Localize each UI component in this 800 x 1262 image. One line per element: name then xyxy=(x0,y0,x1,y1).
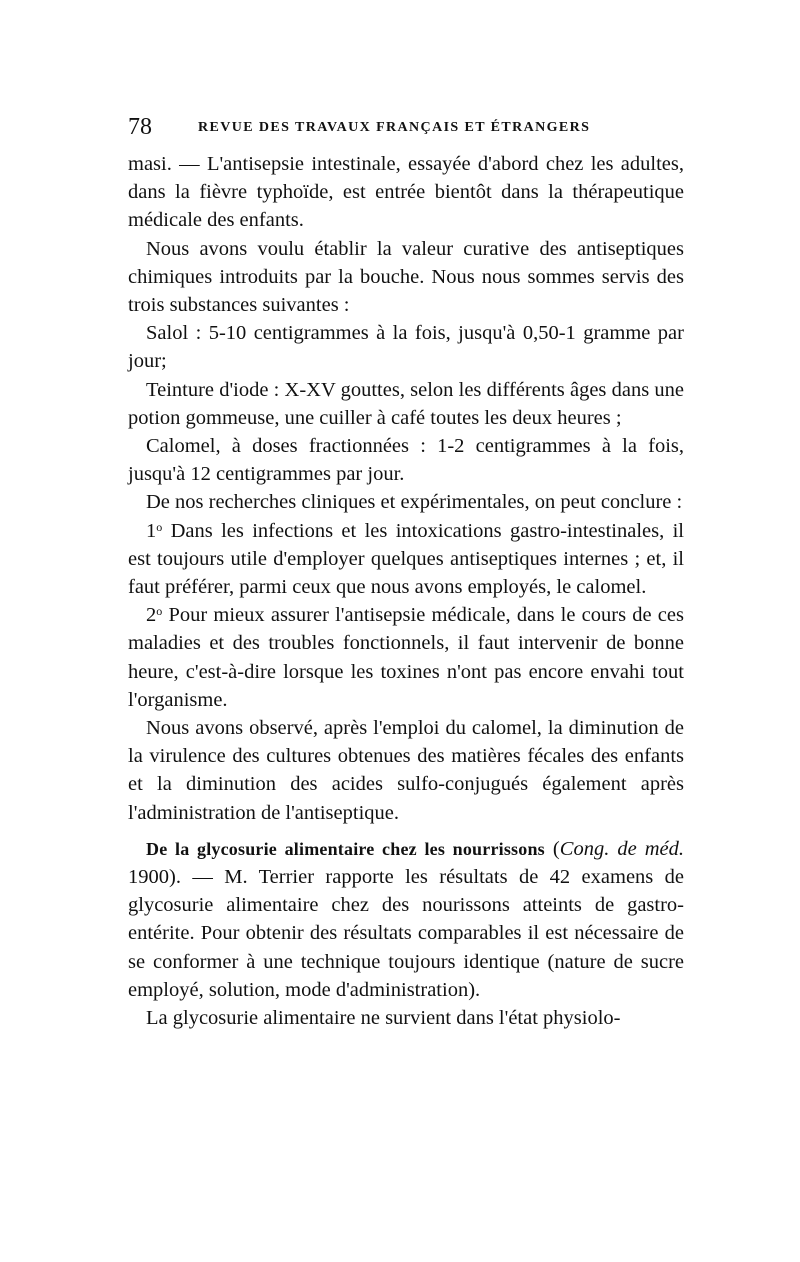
paragraph: Nous avons voulu établir la valeur curative des antiseptiques chimiques introduits par la bouche. Nous nous sommes servis des trois substances suivantes : xyxy=(128,237,684,317)
paragraph: Teinture d'iode : X-XV gouttes, selon les différents âges dans une potion gommeuse, une cuiller à café toutes les deux heures ; xyxy=(128,378,684,429)
section-title: De la glycosurie alimentaire chez les nourrissons xyxy=(146,838,545,859)
paragraph: De nos recherches cliniques et expérimentales, on peut conclure : xyxy=(146,491,683,514)
conclusion-number: 2 xyxy=(146,604,157,627)
conclusion-text: Pour mieux assurer l'antisepsie médicale, dans le cours de ces maladies et des troubles fonctionnels, il faut intervenir de bonne heure, c'est-à-dire lorsque les toxines n'ont pas encore envahi tout l'organisme. xyxy=(128,604,684,711)
numbered-conclusion xyxy=(128,601,684,714)
ordinal-mark: o xyxy=(156,604,163,619)
paragraph: Salol : 5-10 centigrammes à la fois, jusqu'à 0,50-1 gramme par jour; xyxy=(128,322,684,373)
running-head: REVUE DES TRAVAUX FRANÇAIS ET ÉTRANGERS xyxy=(198,120,591,135)
conclusion-text: Dans les infections et les intoxications gastro-intestinales, il est toujours utile d'employer quelques antiseptiques internes ; et, il faut préférer, parmi ceux que nous avons employés, le calomel. xyxy=(128,519,684,599)
page-header xyxy=(128,112,684,146)
paragraph: Nous avons observé, après l'emploi du calomel, la diminution de la virulence des cultures obtenues des matières fécales des enfants et la diminution des acides sulfo-conjugués également après l'administration de l'antiseptique. xyxy=(128,717,684,824)
section-source: Cong. de méd. xyxy=(559,837,685,860)
ordinal-mark: o xyxy=(156,519,163,534)
paragraph: Calomel, à doses fractionnées : 1-2 centigrammes à la fois, jusqu'à 12 centigrammes par jour. xyxy=(128,435,684,486)
section-paragraph xyxy=(128,835,684,1004)
book-page xyxy=(128,112,684,1032)
numbered-conclusion xyxy=(128,517,684,602)
section-source-open: ( xyxy=(544,837,560,860)
page-number: 78 xyxy=(128,114,152,140)
paragraph: masi. — L'antisepsie intestinale, essayée d'abord chez les adultes, dans la fièvre typhoïde, est entrée bientôt dans la thérapeutique médicale des enfants. xyxy=(128,153,684,232)
body-text xyxy=(128,150,684,1032)
conclusion-number: 1 xyxy=(146,519,157,542)
section-text: 1900). — M. Terrier rapporte les résultats de 42 examens de glycosurie alimentaire chez des nourissons atteints de gastro-entérite. Pour obtenir des résultats comparables il est nécessaire de se conformer à une technique toujours identique (nature de sucre employé, solution, mode d'administration). xyxy=(128,866,684,1001)
paragraph: La glycosurie alimentaire ne survient dans l'état physiolo- xyxy=(146,1007,621,1030)
